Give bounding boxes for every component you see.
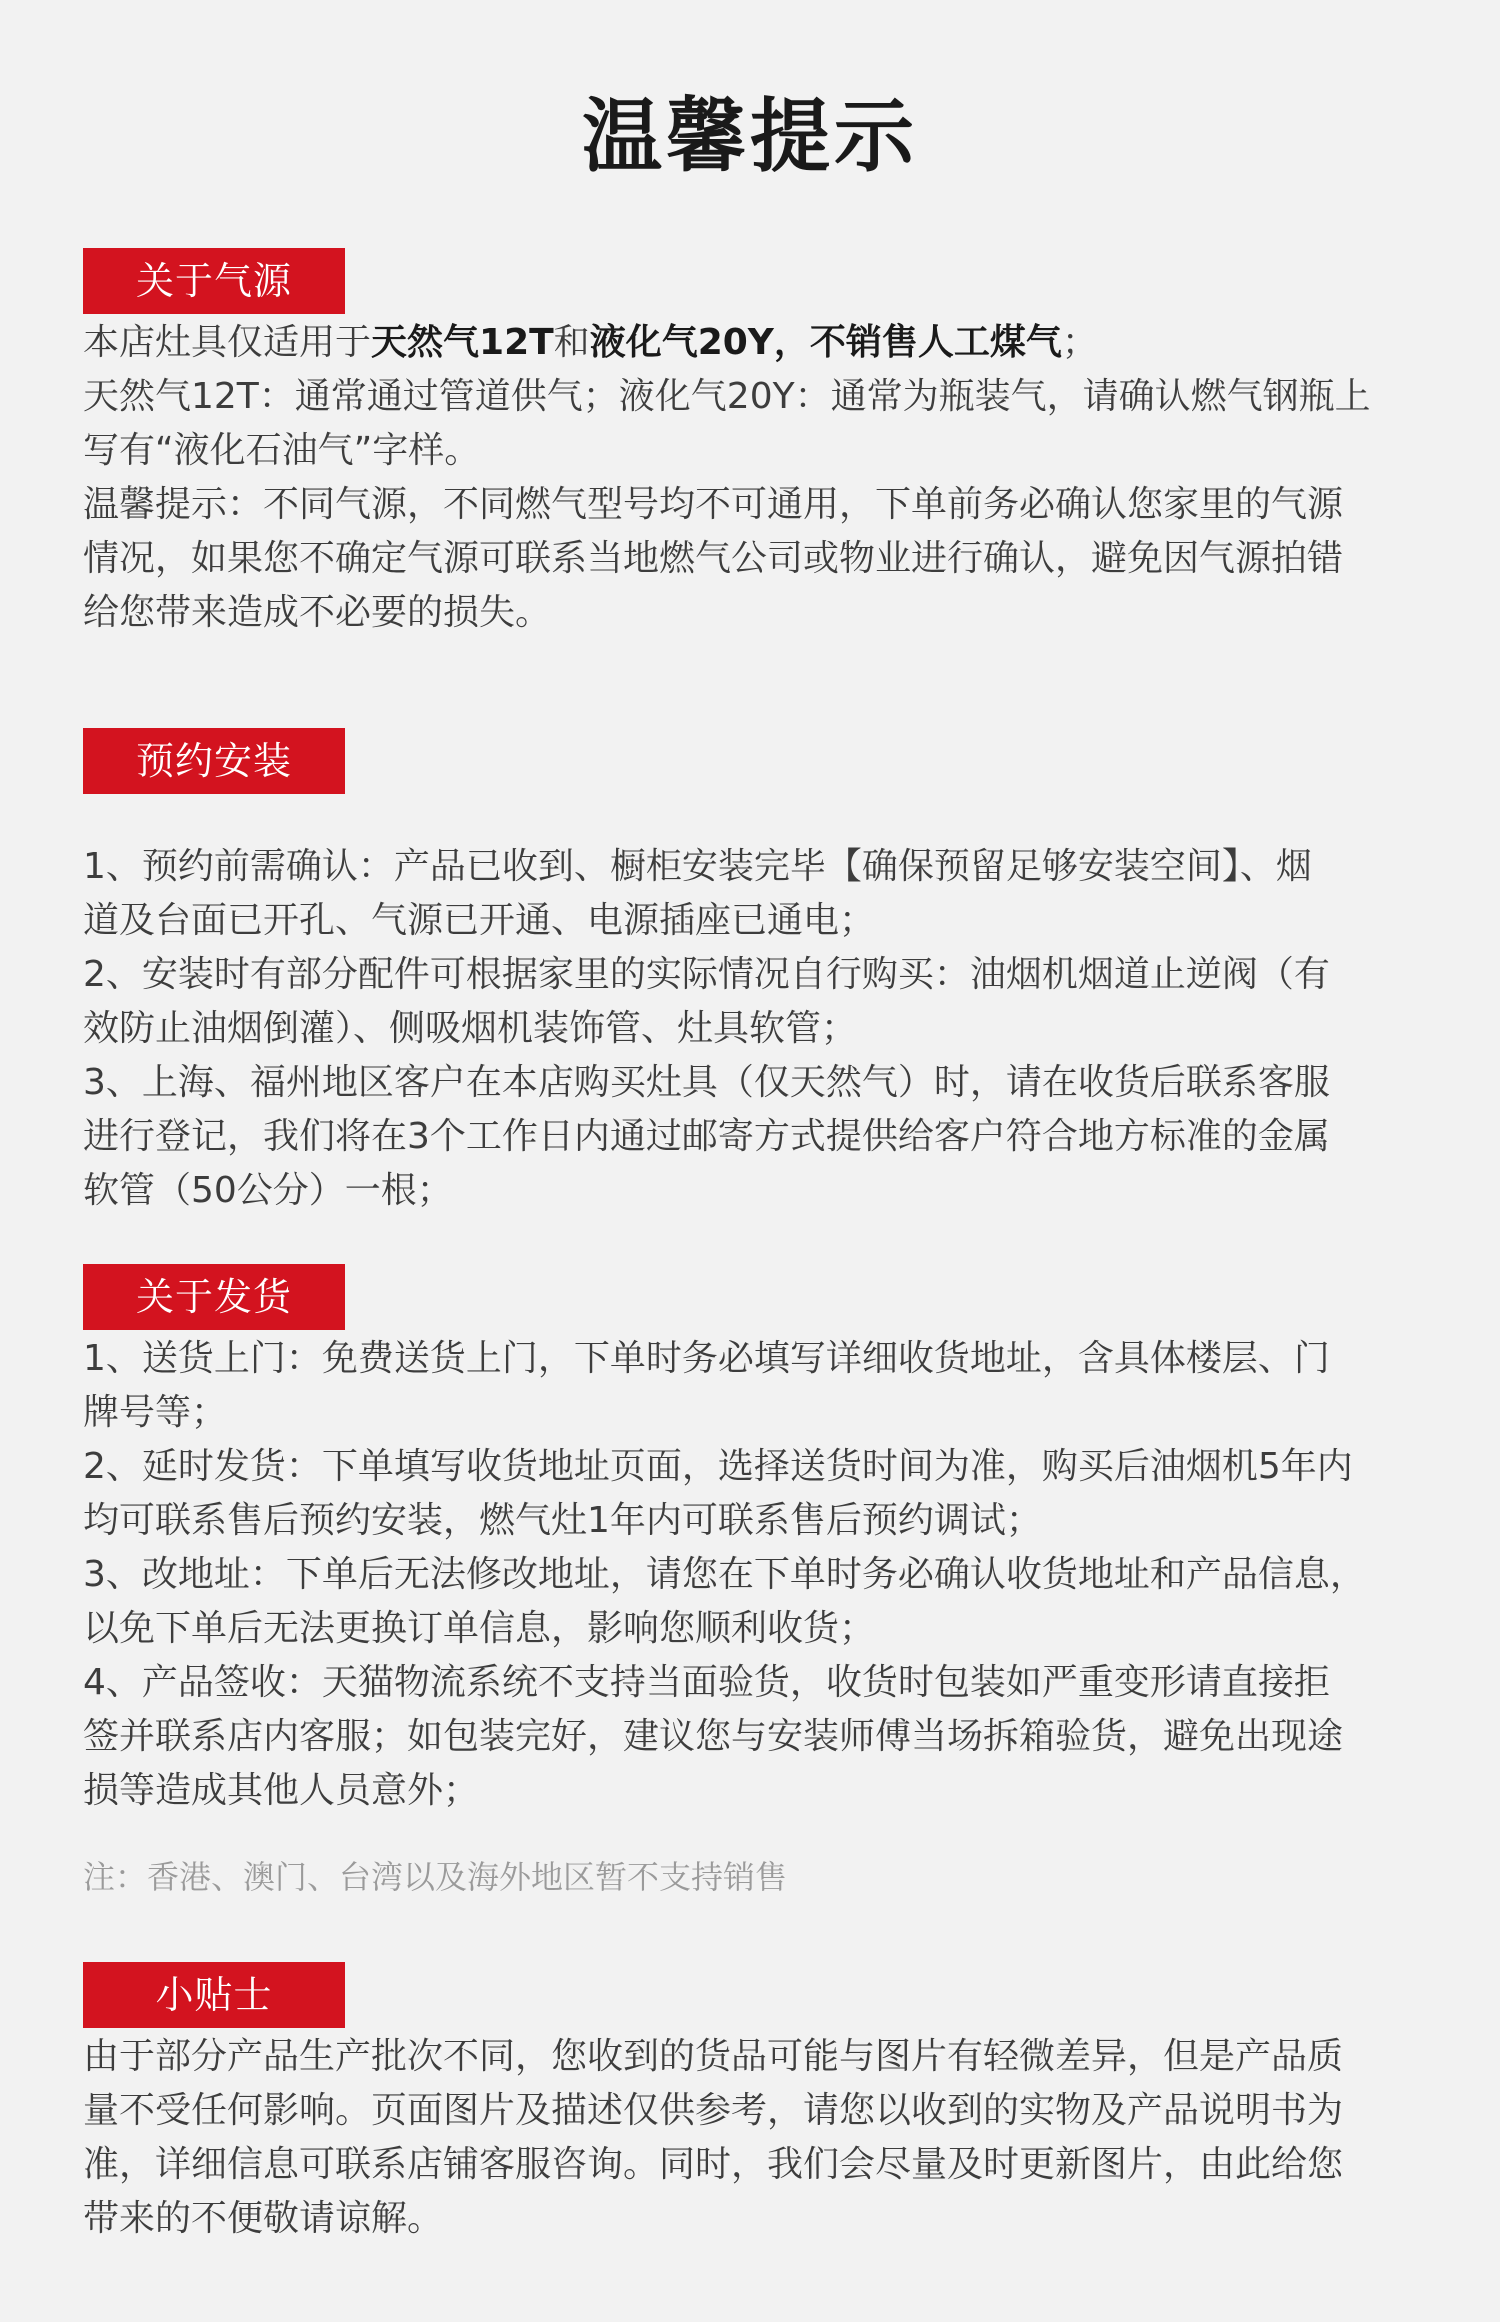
- delivery-line: 牌号等；: [83, 1392, 228, 1433]
- delivery-line: 3、改地址：下单后无法修改地址，请您在下单时务必确认收货地址和产品信息，: [83, 1554, 1366, 1595]
- gas-source-body: [83, 316, 1443, 640]
- tips-line: 带来的不便敬请谅解。: [83, 2198, 444, 2239]
- installation-line: 进行登记，我们将在3个工作日内通过邮寄方式提供给客户符合地方标准的金属: [83, 1116, 1330, 1157]
- installation-line: 效防止油烟倒灌）、侧吸烟机装饰管、灶具软管；: [83, 1008, 858, 1049]
- gas-source-line: 天然气12T：通常通过管道供气；液化气20Y：通常为瓶装气，请确认燃气钢瓶上: [83, 376, 1371, 417]
- section-delivery: [83, 1264, 1443, 1936]
- installation-body: [83, 840, 1443, 1218]
- delivery-line: 4、产品签收：天猫物流系统不支持当面验货，收货时包装如严重变形请直接拒: [83, 1662, 1330, 1703]
- gas-natural-gas-emphasis: 天然气12T: [371, 322, 554, 363]
- tips-line: 准，详细信息可联系店铺客服咨询。同时，我们会尽量及时更新图片，由此给您: [83, 2144, 1344, 2185]
- gas-source-line: 温馨提示：不同气源，不同燃气型号均不可通用，下单前务必确认您家里的气源: [83, 484, 1344, 525]
- delivery-line: 以免下单后无法更换订单信息，影响您顺利收货；: [83, 1608, 876, 1649]
- gas-source-line: 写有“液化石油气”字样。: [83, 430, 481, 471]
- delivery-line: 签并联系店内客服；如包装完好，建议您与安装师傅当场拆箱验货，避免出现途: [83, 1716, 1344, 1757]
- installation-line: 2、安装时有部分配件可根据家里的实际情况自行购买：油烟机烟道止逆阀（有: [83, 954, 1330, 995]
- delivery-note: 注：香港、澳门、台湾以及海外地区暂不支持销售: [83, 1858, 788, 1896]
- tips-line: 由于部分产品生产批次不同，您收到的货品可能与图片有轻微差异，但是产品质: [83, 2036, 1344, 2077]
- installation-line: 道及台面已开孔、气源已开通、电源插座已通电；: [83, 900, 876, 941]
- delivery-body: [83, 1332, 1443, 1904]
- gas-source-line-1: [83, 316, 1443, 370]
- section-gas-source: [83, 248, 1443, 640]
- section-header-tips: 小贴士: [83, 1962, 345, 2028]
- gas-source-line: 情况，如果您不确定气源可联系当地燃气公司或物业进行确认，避免因气源拍错: [83, 538, 1344, 579]
- delivery-line: 1、送货上门：免费送货上门，下单时务必填写详细收货地址，含具体楼层、门: [83, 1338, 1330, 1379]
- section-header-delivery: 关于发货: [83, 1264, 345, 1330]
- installation-line: 1、预约前需确认：产品已收到、橱柜安装完毕【确保预留足够安装空间】、烟: [83, 846, 1312, 887]
- delivery-line: 损等造成其他人员意外；: [83, 1770, 480, 1811]
- gas-source-line: 给您带来造成不必要的损失。: [83, 592, 552, 633]
- tips-line: 量不受任何影响。页面图片及描述仅供参考，请您以收到的实物及产品说明书为: [83, 2090, 1344, 2131]
- delivery-line: 均可联系售后预约安装，燃气灶1年内可联系售后预约调试；: [83, 1500, 1042, 1541]
- delivery-line: 2、延时发货：下单填写收货地址页面，选择送货时间为准，购买后油烟机5年内: [83, 1446, 1353, 1487]
- gas-line1-mid: 和: [553, 322, 590, 363]
- section-installation: [83, 728, 1443, 1218]
- gas-line1-pre: 本店灶具仅适用于: [83, 322, 372, 363]
- section-header-installation: 预约安装: [83, 728, 345, 794]
- gas-line1-post: ；: [1061, 322, 1098, 363]
- section-tips: [83, 1962, 1443, 2246]
- tips-body: [83, 2030, 1443, 2246]
- gas-lpg-emphasis: 液化气20Y，不销售人工煤气: [589, 322, 1062, 363]
- installation-line: 3、上海、福州地区客户在本店购买灶具（仅天然气）时，请在收货后联系客服: [83, 1062, 1330, 1103]
- section-header-gas-source: 关于气源: [83, 248, 345, 314]
- installation-line: 软管（50公分）一根；: [83, 1170, 453, 1211]
- page-title: 温馨提示: [582, 90, 918, 183]
